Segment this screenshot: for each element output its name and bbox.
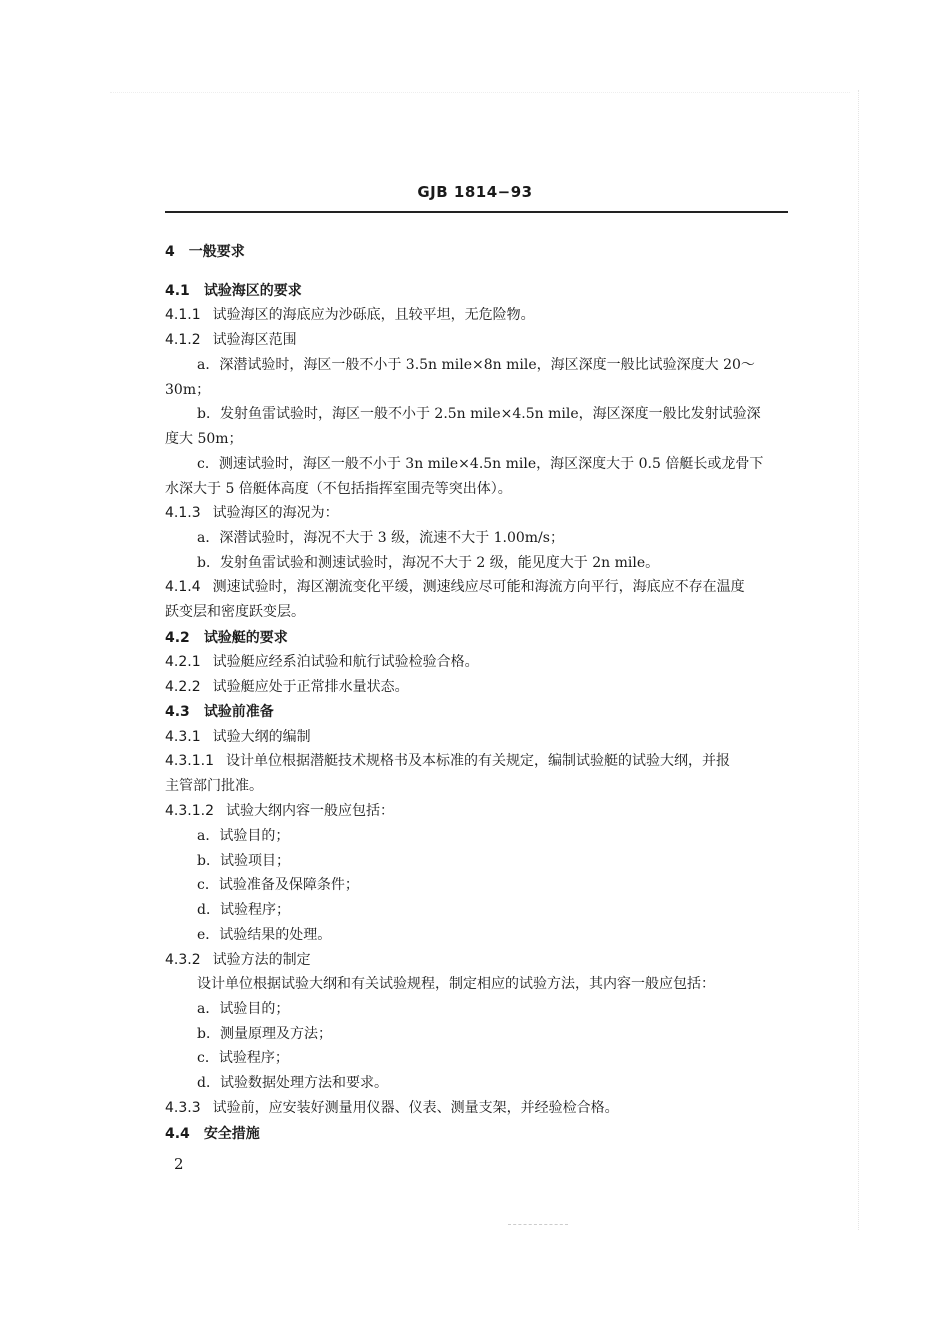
clause-4-1-4 <box>165 577 795 597</box>
clause-text: 设计单位根据潜艇技术规格书及本标准的有关规定，编制试验艇的试验大纲，并报 <box>225 753 730 769</box>
clause-number: 4.1.2 <box>165 332 201 348</box>
clause-4-1-3 <box>165 503 795 523</box>
heading-4 <box>165 242 795 262</box>
heading-text: 安全措施 <box>203 1126 260 1142</box>
clause-text: 试验海区的海底应为沙砾底，且较平坦，无危险物。 <box>212 307 535 323</box>
page-number: 2 <box>174 1155 184 1173</box>
scan-artifact-top <box>110 92 850 93</box>
heading-4-3 <box>165 702 795 722</box>
clause-4-3-2 <box>165 950 795 970</box>
heading-number: 4 <box>165 244 175 260</box>
clause-4-3-3 <box>165 1098 795 1118</box>
clause-text: 试验海区范围 <box>212 332 297 348</box>
clause-number: 4.1.1 <box>165 307 201 323</box>
clause-4-3-1-2 <box>165 801 795 821</box>
clause-4-1-2 <box>165 330 795 350</box>
heading-4-4 <box>165 1124 795 1144</box>
clause-number: 4.3.1.1 <box>165 753 214 769</box>
clause-4-1-1 <box>165 305 795 325</box>
scan-artifact-bottom <box>508 1224 568 1225</box>
list-item: c．测速试验时，海区一般不小于 3n mile×4.5n mile，海区深度大于 0.5 倍艇长或龙骨下 <box>197 456 764 472</box>
clause-number: 4.3.2 <box>165 952 201 968</box>
clause-number: 4.2.2 <box>165 679 201 695</box>
heading-number: 4.4 <box>165 1126 190 1142</box>
paragraph: 设计单位根据试验大纲和有关试验规程，制定相应的试验方法，其内容一般应包括： <box>197 976 715 992</box>
heading-text: 试验海区的要求 <box>203 283 302 299</box>
clause-text: 试验方法的制定 <box>212 952 311 968</box>
heading-text: 试验前准备 <box>203 704 274 720</box>
clause-text: 试验大纲的编制 <box>212 729 311 745</box>
heading-number: 4.2 <box>165 630 190 646</box>
list-item: c．试验准备及保障条件； <box>197 877 359 893</box>
clause-4-3-1 <box>165 727 795 747</box>
clause-text: 试验前，应安装好测量用仪器、仪表、测量支架，并经验检合格。 <box>212 1100 619 1116</box>
list-item: b．发射鱼雷试验和测速试验时，海况不大于 2 级，能见度大于 2n mile。 <box>197 555 660 571</box>
clause-number: 4.3.1.2 <box>165 803 214 819</box>
list-item: c．试验程序； <box>197 1050 289 1066</box>
list-item: d．试验数据处理方法和要求。 <box>197 1075 388 1091</box>
document-code-header: GJB 1814−93 <box>417 183 533 201</box>
list-item: a．深潜试验时，海况不大于 3 级，流速不大于 1.00m/s； <box>197 530 564 546</box>
clause-text: 试验海区的海况为： <box>212 505 339 521</box>
list-item-continuation: 30m； <box>165 382 211 398</box>
heading-number: 4.1 <box>165 283 190 299</box>
clause-4-3-1-1 <box>165 751 795 771</box>
clause-continuation: 跃变层和密度跃变层。 <box>165 604 305 620</box>
clause-number: 4.1.4 <box>165 579 201 595</box>
clause-number: 4.3.1 <box>165 729 201 745</box>
header-rule <box>165 211 788 213</box>
clause-number: 4.3.3 <box>165 1100 201 1116</box>
clause-text: 试验艇应经系泊试验和航行试验检验合格。 <box>212 654 479 670</box>
list-item-continuation: 水深大于 5 倍艇体高度（不包括指挥室围壳等突出体）。 <box>165 481 512 497</box>
list-item: b．发射鱼雷试验时，海区一般不小于 2.5n mile×4.5n mile，海区深度一般比发射试验深 <box>197 406 761 422</box>
clause-continuation: 主管部门批准。 <box>165 778 263 794</box>
clause-4-2-2 <box>165 677 795 697</box>
heading-text: 试验艇的要求 <box>203 630 288 646</box>
heading-number: 4.3 <box>165 704 190 720</box>
list-item: d．试验程序； <box>197 902 290 918</box>
clause-number: 4.1.3 <box>165 505 201 521</box>
heading-4-1 <box>165 281 795 301</box>
list-item: a．试验目的； <box>197 1001 290 1017</box>
list-item: b．试验项目； <box>197 853 290 869</box>
list-item-continuation: 度大 50m； <box>165 431 243 447</box>
clause-4-2-1 <box>165 652 795 672</box>
clause-text: 试验大纲内容一般应包括： <box>225 803 394 819</box>
scan-artifact-edge <box>858 90 859 1230</box>
list-item: a．深潜试验时，海区一般不小于 3.5n mile×8n mile，海区深度一般比试验深度大 20～ <box>197 357 755 373</box>
list-item: e．试验结果的处理。 <box>197 927 332 943</box>
clause-text: 测速试验时，海区潮流变化平缓，测速线应尽可能和海流方向平行，海底应不存在温度 <box>212 579 745 595</box>
list-item: b．测量原理及方法； <box>197 1026 332 1042</box>
heading-4-2 <box>165 628 795 648</box>
clause-number: 4.2.1 <box>165 654 201 670</box>
list-item: a．试验目的； <box>197 828 290 844</box>
clause-text: 试验艇应处于正常排水量状态。 <box>212 679 409 695</box>
heading-text: 一般要求 <box>188 244 245 260</box>
